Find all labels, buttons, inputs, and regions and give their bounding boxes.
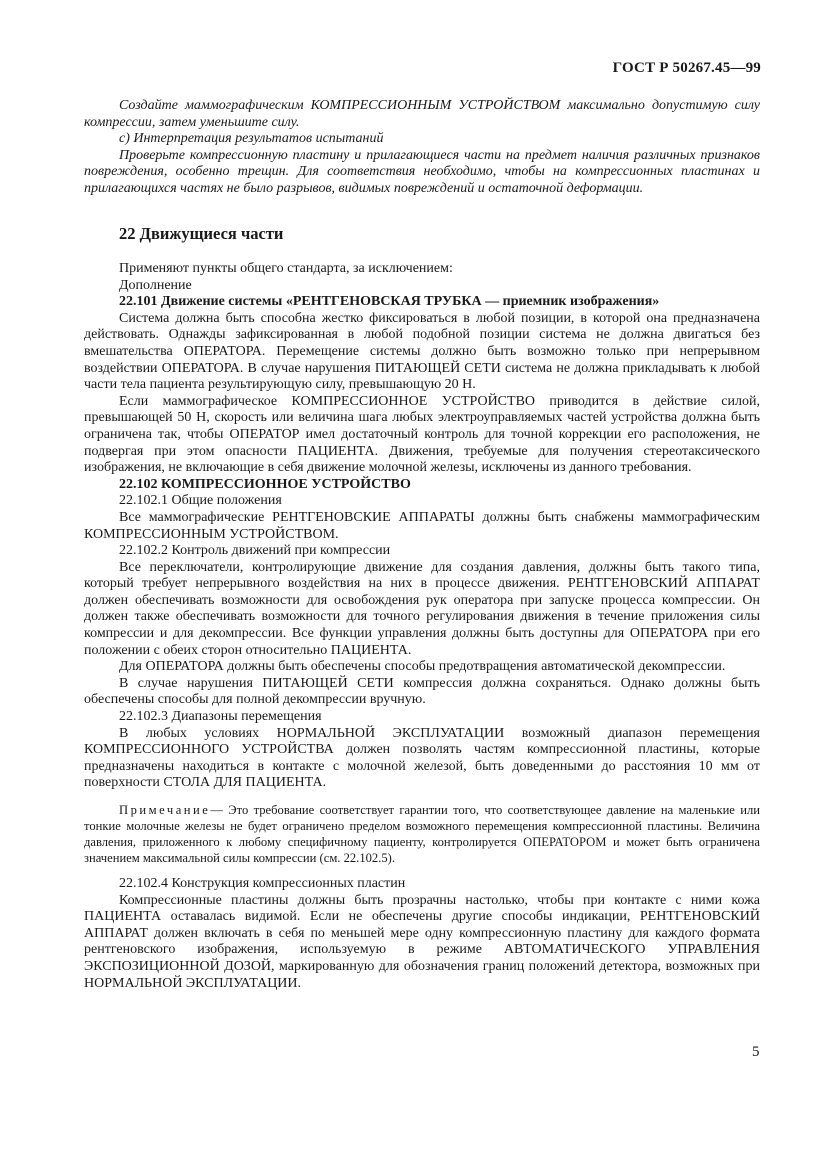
section-22-heading-block [84, 224, 760, 244]
subsection-102-4-title: 22.102.4 Конструкция компрессионных пластин [119, 876, 406, 891]
subsection-102-2-paragraph-2: Для ОПЕРАТОРА должны быть обеспечены способы предотвращения автоматической декомпрессии. [119, 659, 726, 675]
subsection-102-1-paragraph: Все маммографические РЕНТГЕНОВСКИЕ АППАРАТЫ должны быть снабжены маммографическим КОМПРЕССИОННЫМ УСТРОЙСТВОМ. [84, 509, 760, 542]
page-number: 5 [752, 1044, 760, 1060]
intro-paragraph-1: Создайте маммографическим КОМПРЕССИОННЫМ УСТРОЙСТВОМ максимально допустимую силу компрессии, затем уменьшите силу. [84, 98, 760, 130]
subsection-102-1-title: 22.102.1 Общие положения [119, 493, 282, 509]
subsection-102-2-title: 22.102.2 Контроль движений при компрессии [119, 543, 391, 559]
apply-text: Применяют пункты общего стандарта, за исключением: [119, 261, 453, 276]
subsection-102-title: 22.102 КОМПРЕССИОННОЕ УСТРОЙСТВО [119, 476, 411, 492]
subsection-101-paragraph-1: Система должна быть способна жестко фиксироваться в любой позиции, в которой она предназначена действовать. Однажды зафиксированная в любой подобной позиции система не должна двигаться без вмешательства ОПЕРАТОРА. Перемещение системы должно быть возможно только при непрерывном воздействии ОПЕРАТОРА. В случае нарушения ПИТАЮЩЕЙ СЕТИ система не должна прикладывать к любой части тела пациента результирующую силу, превышающую 20 Н. [84, 310, 760, 393]
note-label: Примечание [119, 803, 211, 817]
standard-header: ГОСТ Р 50267.45—99 [612, 60, 761, 76]
intro-block [84, 98, 760, 198]
subsection-102-4-paragraph: Компрессионные пластины должны быть прозрачны настолько, чтобы при контакте с ними кожа ПАЦИЕНТА оставалась видимой. Если не обеспечены другие способы индикации, РЕНТГЕНОВСКИЙ АППАРАТ должен включать в себя по меньшей мере одну компрессионную пластину для каждого формата рентгеновского изображения, используемую в режиме АВТОМАТИЧЕСКОГО УПРАВЛЕНИЯ ЭКСПОЗИЦИОННОЙ ДОЗОЙ, маркированную для обозначения границ положений детектора, возможных при НОРМАЛЬНОЙ ЭКСПЛУАТАЦИИ. [84, 892, 760, 991]
section-22-body [84, 261, 760, 992]
addition-label: Дополнение [119, 277, 192, 293]
subsection-102-3-title: 22.102.3 Диапазоны перемещения [119, 709, 322, 725]
subsection-102-2-paragraph-3: В случае нарушения ПИТАЮЩЕЙ СЕТИ компрессия должна сохраняться. Однако должны быть обеспечены способы для полной декомпрессии вручную. [84, 675, 760, 708]
note [84, 802, 760, 866]
intro-paragraph-2: с) Интерпретация результатов испытаний [119, 131, 384, 147]
subsection-102-2-paragraph-1: Все переключатели, контролирующие движение для создания давления, должны быть такого типа, который требует непрерывного воздействия на них в процессе движения. РЕНТГЕНОВСКИЙ АППАРАТ должен обеспечивать возможности для освобождения рук оператора при запуске процесса компрессии. Он должен также обеспечивать возможности для точного регулирования движения в течение приложения силы компрессии и для декомпрессии. Все функции управления должны быть доступны для ОПЕРАТОРА при его положении с обеих сторон относительно ПАЦИЕНТА. [84, 559, 760, 658]
section-title: 22 Движущиеся части [119, 224, 284, 243]
subsection-101-paragraph-2: Если маммографическое КОМПРЕССИОННОЕ УСТРОЙСТВО приводится в действие силой, превышающей 50 Н, скорость или величина шага любых электроуправляемых частей устройства должна быть ограничена так, чтобы ОПЕРАТОР имел достаточный контроль для точной коррекции его расположения, не подвергая при этом опасности ПАЦИЕНТА. Движения, требуемые для получения стереотаксического изображения, не включающие в себя движение молочной железы, исключены из данного требования. [84, 393, 760, 476]
intro-paragraph-3: Проверьте компрессионную пластину и прилагающиеся части на предмет наличия различных признаков повреждения, особенно трещин. Для соответствия необходимо, чтобы на компрессионных пластинах и прилагающихся частях не было разрывов, видимых повреждений и остаточной деформации. [84, 147, 760, 196]
subsection-102-3-paragraph: В любых условиях НОРМАЛЬНОЙ ЭКСПЛУАТАЦИИ возможный диапазон перемещения КОМПРЕССИОННОГО УСТРОЙСТВА должен позволять частям компрессионной пластины, которые предназначены находиться в контакте с молочной железой, быть доведенными до расстояния 10 мм от поверхности СТОЛА ДЛЯ ПАЦИЕНТА. [84, 725, 760, 791]
subsection-101-title: 22.101 Движение системы «РЕНТГЕНОВСКАЯ ТРУБКА — приемник изображения» [119, 294, 660, 310]
note-text: — Это требование соответствует гарантии того, что соответствующее давление на маленькие или тонкие молочные железы не будет ограничено пределом возможного перемещения компрессионной пластины. Величина давления, приложенного к любому специфичному пациенту, контролируется ОПЕРАТОРОМ и может быть ограничена значением максимальной силы компрессии (см. 22.102.5). [84, 803, 760, 865]
